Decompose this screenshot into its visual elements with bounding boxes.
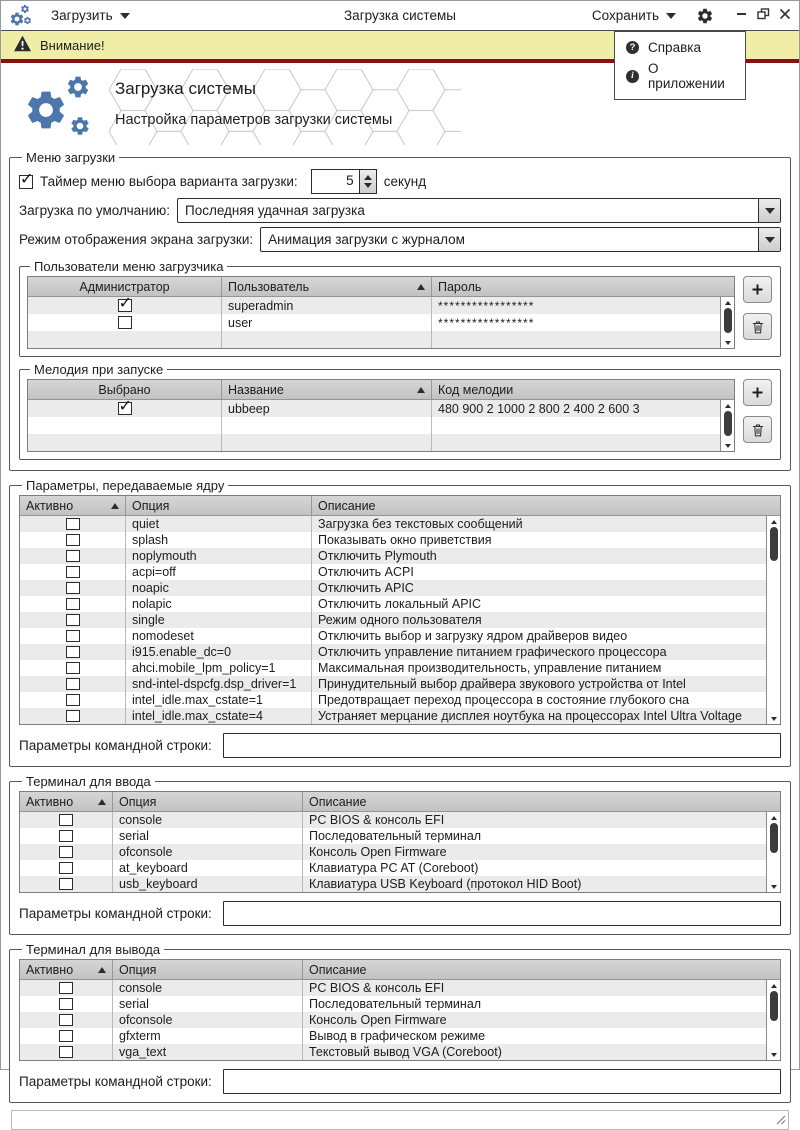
col-header-description[interactable]: Описание xyxy=(311,496,780,515)
melody-table xyxy=(27,379,735,452)
default-boot-select[interactable] xyxy=(177,198,781,223)
scrollbar-thumb[interactable] xyxy=(724,308,732,333)
scroll-down-icon[interactable] xyxy=(767,713,780,724)
settings-gear-icon[interactable] xyxy=(696,7,714,25)
menu-item-about-label: О приложении xyxy=(648,61,725,91)
table-row[interactable]: serial Последовательный терминал xyxy=(20,828,766,844)
col-header-code[interactable]: Код мелодии xyxy=(431,380,734,399)
settings-dropdown-menu xyxy=(614,31,746,100)
active-checkbox[interactable] xyxy=(66,598,80,610)
boot-users-group xyxy=(19,259,781,357)
output-terminal-cmdline-input[interactable] xyxy=(223,1069,781,1094)
col-header-password[interactable]: Пароль xyxy=(431,277,734,296)
chevron-down-icon xyxy=(120,13,130,19)
startup-melody-legend: Мелодия при запуске xyxy=(34,362,164,377)
scroll-up-icon[interactable] xyxy=(767,980,780,991)
scroll-down-icon[interactable] xyxy=(767,881,780,892)
col-header-active[interactable]: Активно xyxy=(20,496,125,515)
kernel-cmdline-input[interactable] xyxy=(223,733,781,758)
table-row[interactable]: i915.enable_dc=0 Отключить управление питанием графического процессора xyxy=(20,644,766,660)
kernel-params-table xyxy=(19,495,781,725)
table-row[interactable]: usb_keyboard Клавиатура USB Keyboard (протокол HID Boot) xyxy=(20,876,766,892)
table-row[interactable]: console PC BIOS & консоль EFI xyxy=(20,980,766,996)
app-logo-gears-icon xyxy=(9,4,35,28)
timer-unit-label: секунд xyxy=(383,174,427,189)
table-row[interactable]: nolapic Отключить локальный APIC xyxy=(20,596,766,612)
scrollbar-thumb[interactable] xyxy=(770,991,778,1021)
help-circle-icon xyxy=(626,41,639,54)
active-checkbox[interactable] xyxy=(59,1046,73,1058)
add-melody-button[interactable] xyxy=(743,379,772,406)
col-header-selected[interactable]: Выбрано xyxy=(98,382,151,397)
default-boot-value: Последняя удачная загрузка xyxy=(185,203,365,218)
vertical-scrollbar[interactable] xyxy=(720,400,734,451)
table-row[interactable]: vga_text Текстовый вывод VGA (Coreboot) xyxy=(20,1044,766,1060)
col-header-option[interactable]: Опция xyxy=(112,792,302,811)
save-menu-label: Сохранить xyxy=(591,8,659,23)
active-checkbox[interactable] xyxy=(66,550,80,562)
default-boot-label: Загрузка по умолчанию: xyxy=(19,203,170,218)
vertical-scrollbar[interactable] xyxy=(766,516,780,724)
active-checkbox[interactable] xyxy=(66,518,80,530)
page-title: Загрузка системы xyxy=(115,79,256,98)
table-row[interactable]: noplymouth Отключить Plymouth xyxy=(20,548,766,564)
title-bar xyxy=(1,1,799,31)
table-row[interactable]: splash Показывать окно приветствия xyxy=(20,532,766,548)
scrollbar-thumb[interactable] xyxy=(770,823,778,853)
col-header-description[interactable]: Описание xyxy=(302,792,780,811)
output-terminal-legend: Терминал для вывода xyxy=(26,942,161,957)
table-row[interactable]: noapic Отключить APIC xyxy=(20,580,766,596)
scroll-up-icon[interactable] xyxy=(767,516,780,527)
menu-item-help[interactable] xyxy=(615,37,745,58)
window-title: Загрузка системы xyxy=(344,8,456,23)
table-row[interactable]: ✓ ubbeep 480 900 2 1000 2 800 2 400 2 600 3 xyxy=(28,400,720,417)
sort-ascending-icon xyxy=(98,799,106,805)
input-terminal-table xyxy=(19,791,781,893)
display-mode-select[interactable] xyxy=(260,227,781,252)
cmdline-label: Параметры командной строки: xyxy=(19,1074,212,1089)
users-table xyxy=(27,276,735,349)
output-terminal-table xyxy=(19,959,781,1061)
sort-ascending-icon xyxy=(417,387,425,393)
boot-users-legend: Пользователи меню загрузчика xyxy=(34,259,224,274)
col-header-name[interactable]: Название xyxy=(221,380,431,399)
load-menu-label: Загрузить xyxy=(51,8,113,23)
table-row[interactable]: ofconsole Консоль Open Firmware xyxy=(20,1012,766,1028)
scroll-down-icon[interactable] xyxy=(721,337,734,348)
table-row-empty xyxy=(28,417,720,434)
delete-user-button[interactable] xyxy=(743,313,772,340)
boot-menu-legend: Меню загрузки xyxy=(26,150,116,165)
active-checkbox[interactable] xyxy=(59,1030,73,1042)
chevron-down-icon xyxy=(666,13,676,19)
table-row[interactable]: acpi=off Отключить ACPI xyxy=(20,564,766,580)
input-terminal-legend: Терминал для ввода xyxy=(26,774,151,789)
kernel-params-legend: Параметры, передаваемые ядру xyxy=(26,478,225,493)
active-checkbox[interactable] xyxy=(66,566,80,578)
scroll-up-icon[interactable] xyxy=(721,297,734,308)
table-row[interactable]: ✓ superadmin ***************** xyxy=(28,297,720,314)
table-row-empty xyxy=(28,331,720,348)
menu-item-help-label: Справка xyxy=(648,40,701,55)
vertical-scrollbar[interactable] xyxy=(766,812,780,892)
minimize-button[interactable] xyxy=(736,8,748,23)
active-checkbox[interactable] xyxy=(66,646,80,658)
spin-down-icon[interactable] xyxy=(364,183,372,188)
hexagon-pattern-panel xyxy=(109,69,461,145)
active-checkbox[interactable] xyxy=(59,998,73,1010)
timer-value[interactable]: 5 xyxy=(346,173,354,188)
cmdline-label: Параметры командной строки: xyxy=(19,738,212,753)
close-button[interactable] xyxy=(779,8,791,23)
input-terminal-cmdline-input[interactable] xyxy=(223,901,781,926)
display-mode-value: Анимация загрузки с журналом xyxy=(268,232,465,247)
active-checkbox[interactable] xyxy=(59,862,73,874)
delete-melody-button[interactable] xyxy=(743,416,772,443)
startup-melody-group xyxy=(19,362,781,460)
active-checkbox[interactable] xyxy=(59,846,73,858)
scroll-up-icon[interactable] xyxy=(767,812,780,823)
spin-up-icon[interactable] xyxy=(364,175,372,180)
active-checkbox[interactable] xyxy=(66,662,80,674)
gears-hero-icon xyxy=(9,73,109,141)
scroll-up-icon[interactable] xyxy=(721,400,734,411)
scroll-down-icon[interactable] xyxy=(721,440,734,451)
active-checkbox[interactable] xyxy=(66,534,80,546)
scroll-down-icon[interactable] xyxy=(767,1049,780,1060)
table-row[interactable]: gfxterm Вывод в графическом режиме xyxy=(20,1028,766,1044)
col-header-admin[interactable]: Администратор xyxy=(79,279,170,294)
add-user-button[interactable] xyxy=(743,276,772,303)
active-checkbox[interactable] xyxy=(66,694,80,706)
table-row[interactable]: snd-intel-dspcfg.dsp_driver=1 Принудительный выбор драйвера звукового устройства от Intel xyxy=(20,676,766,692)
col-header-option[interactable]: Опция xyxy=(125,496,311,515)
table-row[interactable]: user ***************** xyxy=(28,314,720,331)
info-circle-icon xyxy=(626,70,639,83)
col-header-active[interactable]: Активно xyxy=(20,960,112,979)
active-checkbox[interactable] xyxy=(59,1014,73,1026)
col-header-user[interactable]: Пользователь xyxy=(221,277,431,296)
page-subtitle: Настройка параметров загрузки системы xyxy=(115,112,393,128)
status-bar xyxy=(11,1110,789,1130)
save-menu-button[interactable] xyxy=(592,8,676,23)
selected-checkbox[interactable] xyxy=(118,402,132,415)
vertical-scrollbar[interactable] xyxy=(766,980,780,1060)
table-row[interactable]: ahci.mobile_lpm_policy=1 Максимальная производительность, управление питанием xyxy=(20,660,766,676)
timer-label: Таймер меню выбора варианта загрузки: xyxy=(40,174,298,189)
display-mode-label: Режим отображения экрана загрузки: xyxy=(19,232,254,247)
table-row[interactable]: nomodeset Отключить выбор и загрузку ядром драйверов видео xyxy=(20,628,766,644)
sort-ascending-icon xyxy=(98,967,106,973)
active-checkbox[interactable] xyxy=(66,630,80,642)
menu-item-about[interactable] xyxy=(615,58,745,94)
boot-menu-group xyxy=(9,150,791,471)
active-checkbox[interactable] xyxy=(59,878,73,890)
cmdline-label: Параметры командной строки: xyxy=(19,906,212,921)
admin-checkbox[interactable] xyxy=(118,316,132,329)
maximize-button[interactable] xyxy=(757,8,770,23)
active-checkbox[interactable] xyxy=(59,830,73,842)
col-header-active[interactable]: Активно xyxy=(20,792,112,811)
active-checkbox[interactable] xyxy=(59,982,73,994)
warning-text: Внимание! xyxy=(40,37,105,53)
active-checkbox[interactable] xyxy=(66,582,80,594)
active-checkbox[interactable] xyxy=(66,710,80,722)
scrollbar-thumb[interactable] xyxy=(770,527,778,561)
timer-checkbox[interactable] xyxy=(19,175,33,189)
load-menu-button[interactable] xyxy=(51,8,130,23)
resize-grip[interactable] xyxy=(775,1113,786,1128)
active-checkbox[interactable] xyxy=(66,614,80,626)
scrollbar-thumb[interactable] xyxy=(724,411,732,436)
chevron-down-icon xyxy=(765,208,775,214)
output-terminal-group xyxy=(9,942,791,1103)
table-row[interactable]: at_keyboard Клавиатура PC AT (Coreboot) xyxy=(20,860,766,876)
sort-ascending-icon xyxy=(417,284,425,290)
kernel-params-group xyxy=(9,478,791,767)
timer-spinner[interactable] xyxy=(311,169,377,194)
table-row[interactable]: console PC BIOS & консоль EFI xyxy=(20,812,766,828)
col-header-description[interactable]: Описание xyxy=(302,960,780,979)
active-checkbox[interactable] xyxy=(59,814,73,826)
input-terminal-group xyxy=(9,774,791,935)
table-row[interactable]: ofconsole Консоль Open Firmware xyxy=(20,844,766,860)
chevron-down-icon xyxy=(765,237,775,243)
admin-checkbox[interactable] xyxy=(118,299,132,312)
col-header-option[interactable]: Опция xyxy=(112,960,302,979)
table-row[interactable]: quiet Загрузка без текстовых сообщений xyxy=(20,516,766,532)
vertical-scrollbar[interactable] xyxy=(720,297,734,348)
table-row[interactable]: serial Последовательный терминал xyxy=(20,996,766,1012)
sort-ascending-icon xyxy=(111,503,119,509)
table-row-empty xyxy=(28,434,720,451)
table-row[interactable]: single Режим одного пользователя xyxy=(20,612,766,628)
warning-triangle-icon xyxy=(13,35,32,55)
table-row[interactable]: intel_idle.max_cstate=4 Устраняет мерцание дисплея ноутбука на процессорах Intel Ultra Voltage xyxy=(20,708,766,724)
table-row[interactable]: intel_idle.max_cstate=1 Предотвращает переход процессора в состояние глубокого сна xyxy=(20,692,766,708)
active-checkbox[interactable] xyxy=(66,678,80,690)
